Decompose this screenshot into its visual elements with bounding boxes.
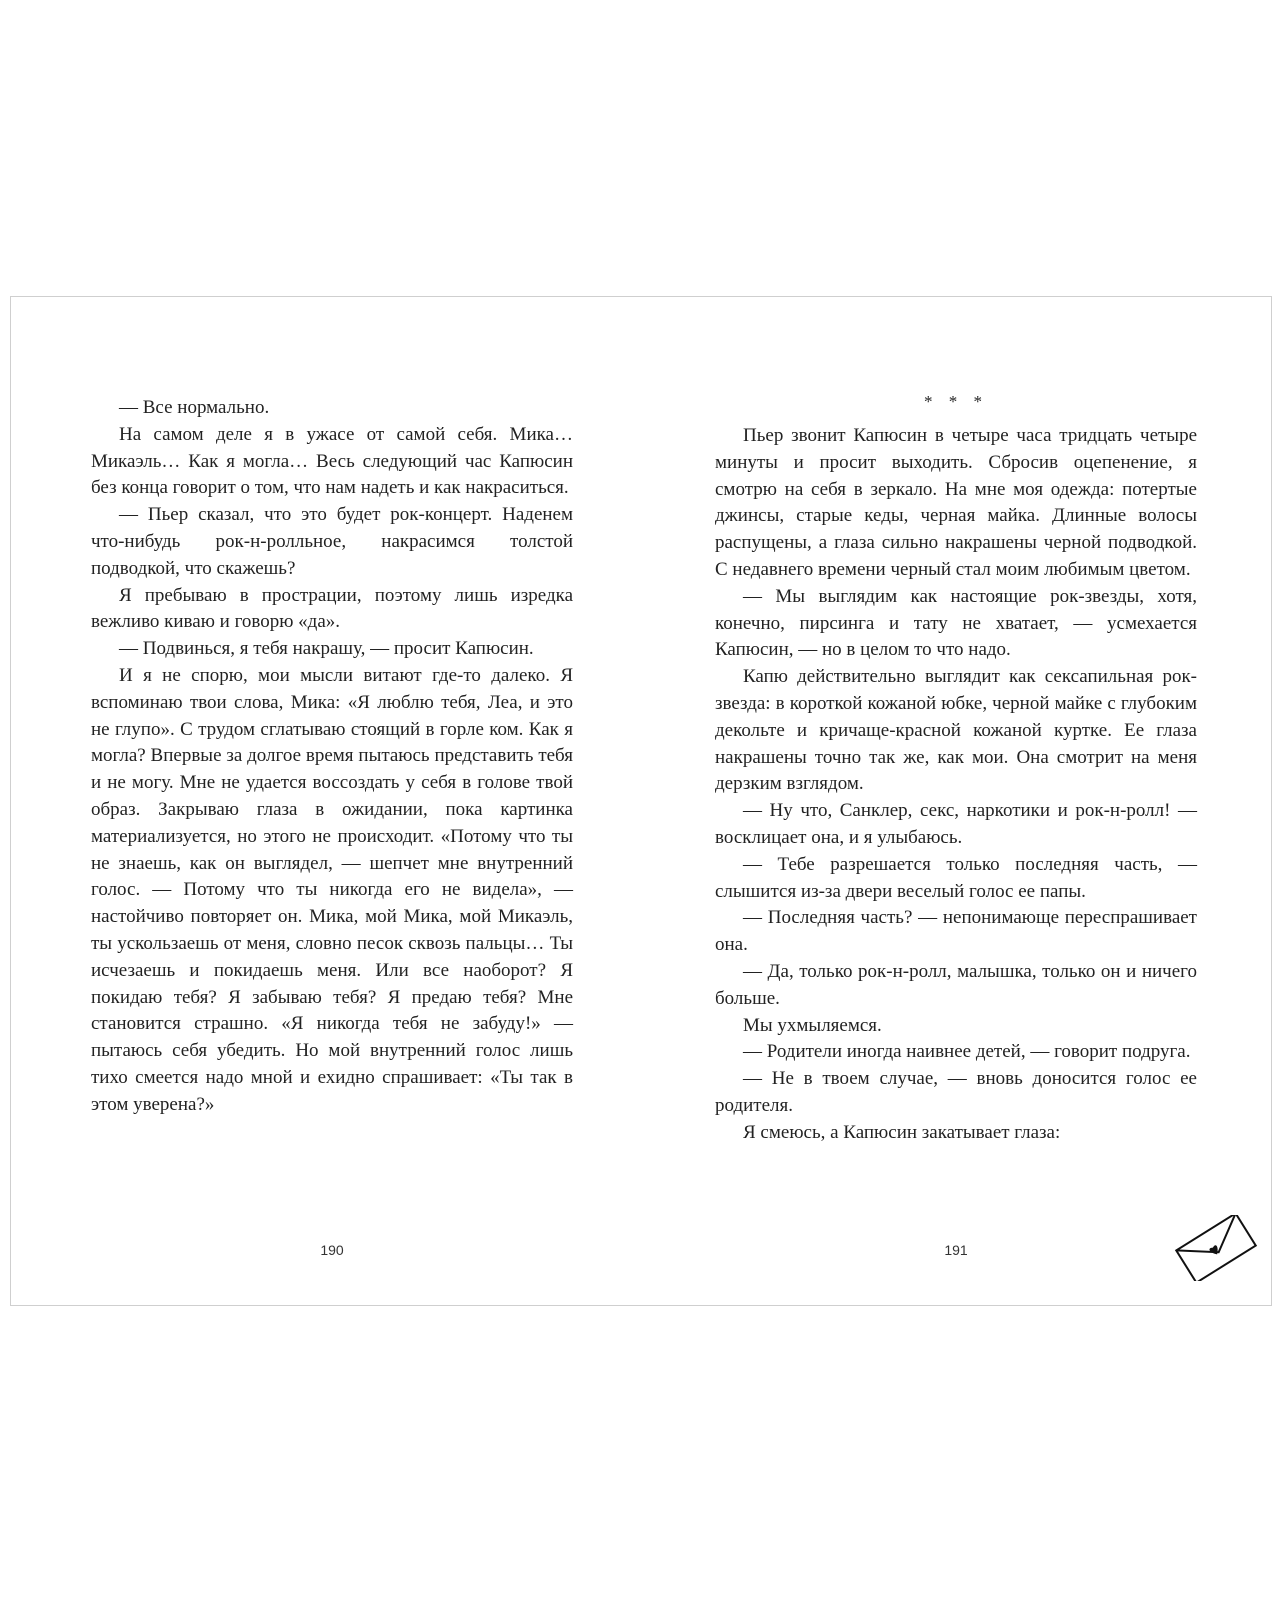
paragraph: — Подвинься, я тебя накрашу, — просит Капюсин. [119, 638, 534, 660]
paragraph: — Не в твоем случае, — вновь доносится голос ее родителя. [715, 1068, 1197, 1116]
book-spread [10, 296, 1272, 1306]
page-number-left: 190 [320, 1242, 344, 1258]
paragraph: — Мы выглядим как настоящие рок-звезды, хотя, конечно, пирсинга и тату не хватает, — усмехается Капюсин, — но в целом то что надо. [715, 585, 1197, 661]
paragraph: — Пьер сказал, что это будет рок-концерт. Наденем что-нибудь рок-н-ролльное, накрасимся толстой подводкой, что скажешь? [91, 504, 573, 579]
paragraph: На самом деле я в ужасе от самой себя. Мика… Микаэль… Как я могла… Весь следующий час Капюсин без конца говорит о том, что нам надеть и как накраситься. [91, 423, 573, 499]
right-page-text [715, 423, 1197, 1147]
paragraph: — Ну что, Санклер, секс, наркотики и рок-н-ролл! — восклицает она, и я улыбаюсь. [715, 800, 1197, 848]
paragraph: — Родители иногда наивнее детей, — говорит подруга. [743, 1041, 1191, 1063]
right-page [715, 297, 1197, 1305]
paragraph: — Последняя часть? — непонимающе переспрашивает она. [715, 907, 1197, 956]
paragraph: Пьер звонит Капюсин в четыре часа тридцать четыре минуты и просит выходить. Сбросив оцепенение, я смотрю на себя в зеркало. На мне моя одежда: потертые джинсы, старые кеды, черная майка. Длинные волосы распущены, а глаза сильно накрашены черной подводкой. С недавнего времени черный стал моим любимым цветом. [715, 425, 1197, 580]
left-page [91, 297, 573, 1305]
section-break: * * * [924, 392, 988, 411]
left-page-text [91, 395, 573, 1119]
paragraph: — Тебе разрешается только последняя часть, — слышится из-за двери веселый голос ее папы. [715, 853, 1197, 902]
paragraph: И я не спорю, мои мысли витают где-то далеко. Я вспоминаю твои слова, Мика: «Я люблю тебя, Леа, и это не глупо». С трудом сглатываю стоящий в горле ком. Как я могла? Впервые за долгое время пытаюсь представить тебя и не могу. Мне не удается воссоздать у себя в голове твой образ. Закрываю глаза в ожидании, пока картинка материализуется, но этого не происходит. «Потому что ты не знаешь, как он выглядел, — шепчет мне внутренний голос. — Потому что ты никогда его не видела», — настойчиво повторяет он. Мика, мой Мика, мой Микаэль, ты ускользаешь от меня, словно песок сквозь пальцы… Ты исчезаешь и покидаешь меня. Или все наоборот? Я покидаю тебя? Я забываю тебя? Я предаю тебя? Мне становится страшно. «Я никогда тебя не забуду!» — пытаюсь себя убедить. Но мой внутренний голос лишь тихо смеется надо мной и ехидно спрашивает: «Ты так в этом уверена?» [91, 664, 573, 1115]
paragraph: — Все нормально. [119, 397, 270, 418]
paragraph: Мы ухмыляемся. [743, 1014, 882, 1036]
page-number-right: 191 [944, 1242, 968, 1258]
paragraph: Я смеюсь, а Капюсин закатывает глаза: [743, 1121, 1061, 1143]
paragraph: — Да, только рок-н-ролл, малышка, только он и ничего больше. [715, 960, 1197, 1009]
paragraph: Я пребываю в прострации, поэтому лишь изредка вежливо киваю и говорю «да». [91, 584, 573, 633]
envelope-heart-icon [1171, 1215, 1261, 1281]
paragraph: Капю действительно выглядит как сексапильная рок-звезда: в короткой кожаной юбке, черной майке с глубоким декольте и кричаще-красной кожаной куртке. Ее глаза накрашены точно так же, как мои. Она смотрит на меня дерзким взглядом. [715, 666, 1197, 795]
